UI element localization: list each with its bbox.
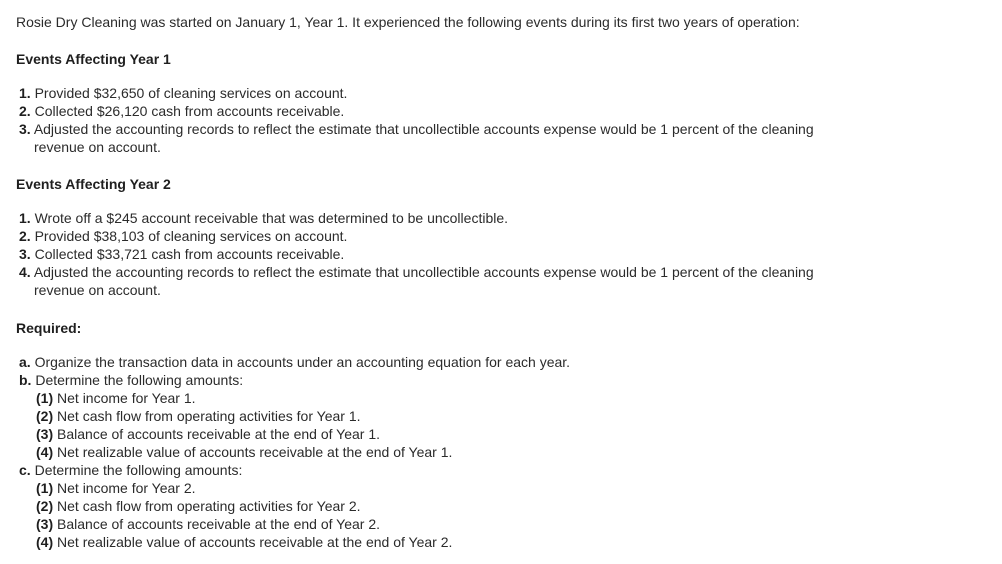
part-c-item-2 <box>36 497 984 515</box>
part-c-sub-list <box>19 479 984 551</box>
event-number: 1. <box>19 210 31 226</box>
year1-events-list <box>16 84 984 156</box>
year1-event-3 <box>19 120 984 156</box>
required-list <box>16 353 984 551</box>
year1-heading: Events Affecting Year 1 <box>16 51 171 67</box>
event-text-continued: revenue on account. <box>34 139 161 155</box>
part-text: Determine the following amounts: <box>34 462 243 478</box>
part-b-item-1 <box>36 389 984 407</box>
year2-event-2 <box>19 227 984 245</box>
sub-number: (2) <box>36 408 54 424</box>
sub-text: Net realizable value of accounts receivable at the end of Year 1. <box>57 444 453 460</box>
event-text: Collected $26,120 cash from accounts receivable. <box>34 103 345 119</box>
year2-heading: Events Affecting Year 2 <box>16 176 171 192</box>
year2-event-4 <box>19 263 984 299</box>
sub-text: Net realizable value of accounts receivable at the end of Year 2. <box>57 534 453 550</box>
event-text: Provided $32,650 of cleaning services on account. <box>34 85 348 101</box>
year2-event-3 <box>19 245 984 263</box>
sub-text: Balance of accounts receivable at the end of Year 2. <box>57 516 381 532</box>
event-number: 3. <box>19 121 31 137</box>
sub-text: Net income for Year 2. <box>57 480 196 496</box>
year1-event-2 <box>19 102 984 120</box>
event-number: 2. <box>19 228 31 244</box>
year1-event-1 <box>19 84 984 102</box>
intro-paragraph: Rosie Dry Cleaning was started on January 1, Year 1. It experienced the following events during its first two years of operation: <box>16 14 800 30</box>
required-heading: Required: <box>16 320 82 336</box>
sub-number: (4) <box>36 444 54 460</box>
part-b-item-4 <box>36 443 984 461</box>
required-part-c <box>19 461 984 551</box>
event-number: 3. <box>19 246 31 262</box>
year2-event-1 <box>19 209 984 227</box>
sub-text: Balance of accounts receivable at the end of Year 1. <box>57 426 381 442</box>
part-c-item-1 <box>36 479 984 497</box>
event-text: Adjusted the accounting records to reflect the estimate that uncollectible accounts expense would be 1 percent of the cleaning <box>33 264 814 280</box>
part-text: Organize the transaction data in accounts under an accounting equation for each year. <box>34 354 571 370</box>
part-letter: a. <box>19 354 31 370</box>
part-text: Determine the following amounts: <box>35 372 244 388</box>
event-number: 2. <box>19 103 31 119</box>
required-part-b <box>19 371 984 461</box>
required-part-a <box>19 353 984 371</box>
part-letter: c. <box>19 462 31 478</box>
event-text: Provided $38,103 of cleaning services on account. <box>34 228 348 244</box>
sub-number: (3) <box>36 516 54 532</box>
sub-number: (1) <box>36 480 54 496</box>
sub-text: Net income for Year 1. <box>57 390 196 406</box>
sub-number: (2) <box>36 498 54 514</box>
event-text: Collected $33,721 cash from accounts receivable. <box>34 246 345 262</box>
sub-text: Net cash flow from operating activities for Year 1. <box>57 408 361 424</box>
sub-number: (1) <box>36 390 54 406</box>
event-text: Adjusted the accounting records to reflect the estimate that uncollectible accounts expense would be 1 percent of the cleaning <box>33 121 814 137</box>
sub-text: Net cash flow from operating activities for Year 2. <box>57 498 361 514</box>
year2-events-list <box>16 209 984 299</box>
sub-number: (4) <box>36 534 54 550</box>
event-text-continued: revenue on account. <box>34 282 161 298</box>
part-c-item-3 <box>36 515 984 533</box>
part-b-item-2 <box>36 407 984 425</box>
event-number: 1. <box>19 85 31 101</box>
sub-number: (3) <box>36 426 54 442</box>
part-b-item-3 <box>36 425 984 443</box>
part-c-item-4 <box>36 533 984 551</box>
event-number: 4. <box>19 264 31 280</box>
part-b-sub-list <box>19 389 984 461</box>
part-letter: b. <box>19 372 32 388</box>
event-text: Wrote off a $245 account receivable that was determined to be uncollectible. <box>34 210 509 226</box>
